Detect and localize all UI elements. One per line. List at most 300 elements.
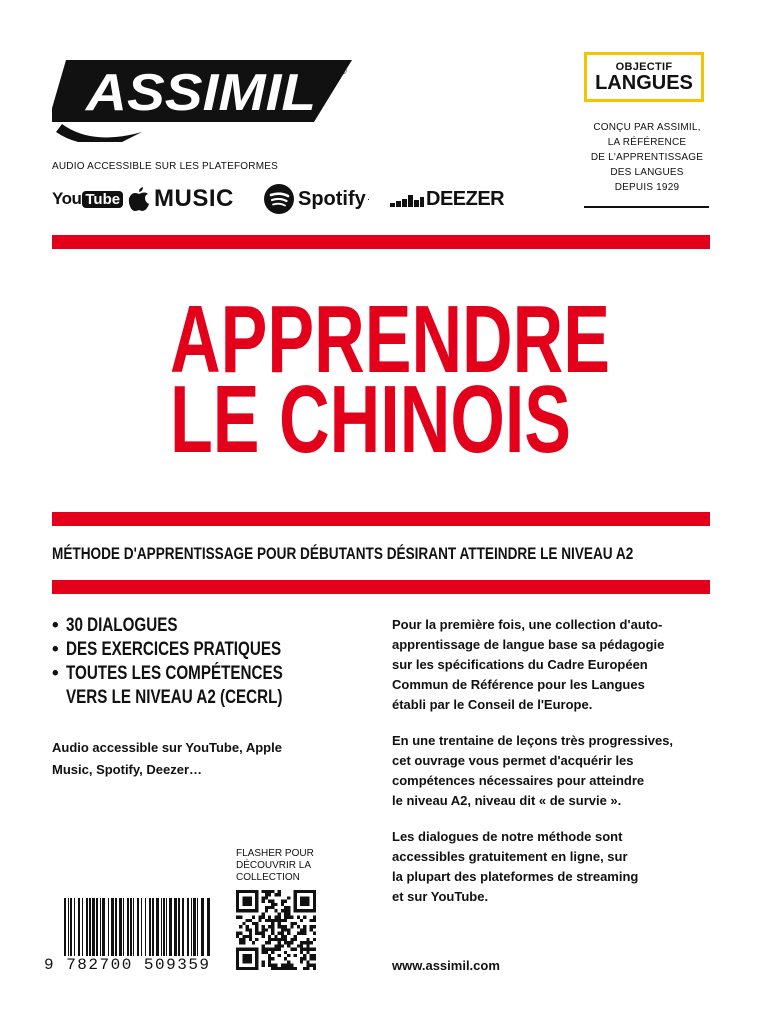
qr-module <box>281 944 284 947</box>
youtube-tube: Tube <box>82 191 123 208</box>
qr-module <box>278 938 281 941</box>
qr-module <box>290 948 293 951</box>
qr-module <box>294 938 297 941</box>
qr-module <box>284 935 287 938</box>
paragraph-line: le niveau A2, niveau dit « de survie ». <box>392 793 622 808</box>
qr-module <box>262 951 265 954</box>
qr-module <box>268 900 271 903</box>
barcode-bar <box>169 898 172 956</box>
bullet-item-continued <box>52 686 337 710</box>
qr-module <box>313 938 316 941</box>
paragraph-2 <box>392 731 712 811</box>
qr-module <box>287 954 290 957</box>
qr-module <box>284 951 287 954</box>
qr-module <box>271 932 274 935</box>
qr-module <box>313 957 316 960</box>
qr-module <box>290 964 293 967</box>
flasher-line: FLASHER POUR <box>236 848 314 859</box>
barcode-bar <box>68 898 69 956</box>
qr-module <box>268 906 271 909</box>
barcode-bar <box>152 898 154 956</box>
bullet-dot: • <box>52 615 59 636</box>
qr-module <box>265 909 268 912</box>
qr-module <box>246 928 249 931</box>
qr-module <box>310 925 313 928</box>
qr-module <box>249 935 252 938</box>
qr-module <box>310 957 313 960</box>
qr-module <box>268 893 271 896</box>
qr-module <box>281 903 284 906</box>
qr-module <box>252 922 255 925</box>
qr-module <box>303 954 306 957</box>
qr-module <box>262 890 265 893</box>
barcode-bar <box>78 898 80 956</box>
title-line2 <box>170 366 719 473</box>
bullet-item <box>52 638 335 662</box>
qr-module <box>236 916 239 919</box>
qr-module <box>268 935 271 938</box>
qr-module <box>284 964 287 967</box>
qr-module <box>271 928 274 931</box>
qr-module <box>303 957 306 960</box>
qr-module <box>284 909 287 912</box>
qr-module <box>268 964 271 967</box>
barcode-bar <box>130 898 132 956</box>
qr-module <box>310 919 313 922</box>
qr-module <box>274 938 277 941</box>
flasher-line: DÉCOUVRIR LA <box>236 860 312 871</box>
qr-module <box>284 941 287 944</box>
qr-module <box>281 967 284 970</box>
qr-module <box>278 922 281 925</box>
qr-module <box>262 944 265 947</box>
bullet-item <box>52 662 337 686</box>
qr-module <box>258 916 261 919</box>
qr-module <box>262 916 265 919</box>
qr-module <box>255 925 258 928</box>
barcode-bar <box>201 898 204 956</box>
qr-module <box>284 967 287 970</box>
barcode-bar <box>149 898 151 956</box>
qr-module <box>262 896 265 899</box>
qr-module <box>278 919 281 922</box>
barcode-bar <box>133 898 134 956</box>
qr-module <box>268 919 271 922</box>
qr-module <box>239 938 242 941</box>
red-bar-middle <box>52 512 710 526</box>
barcode-bar <box>178 898 180 956</box>
qr-module <box>303 932 306 935</box>
barcode-bar <box>96 898 98 956</box>
barcode-bar <box>156 898 159 956</box>
qr-module <box>262 964 265 967</box>
bullet-dot: • <box>52 663 59 684</box>
barcode-bar <box>137 898 139 956</box>
qr-module <box>274 916 277 919</box>
qr-module <box>242 954 252 964</box>
qr-module <box>268 925 271 928</box>
paragraph-line: En une trentaine de leçons très progressives, <box>392 733 674 748</box>
qr-module <box>274 948 277 951</box>
qr-module <box>274 909 277 912</box>
qr-module <box>239 932 242 935</box>
qr-module <box>300 941 303 944</box>
flasher-line: COLLECTION <box>236 872 300 883</box>
qr-module <box>249 938 252 941</box>
barcode <box>64 898 212 956</box>
apple-music-label: MUSIC <box>154 185 234 212</box>
qr-module <box>300 957 303 960</box>
barcode-bar <box>115 898 117 956</box>
qr-module <box>300 944 303 947</box>
bullet-text: TOUTES LES COMPÉTENCES <box>66 663 283 684</box>
spotify-mark: · <box>366 193 371 205</box>
qr-module <box>271 922 274 925</box>
qr-module <box>287 967 290 970</box>
qr-module <box>265 890 268 893</box>
qr-module <box>268 890 271 893</box>
registered-mark: ® <box>340 66 347 76</box>
barcode-bar <box>163 898 165 956</box>
qr-module <box>255 938 258 941</box>
qr-module <box>246 935 249 938</box>
qr-module <box>255 922 258 925</box>
qr-module <box>262 925 265 928</box>
qr-module <box>242 941 245 944</box>
qr-module <box>262 928 265 931</box>
qr-module <box>246 925 249 928</box>
isbn-number: 9 782700 509359 <box>44 956 211 974</box>
qr-module <box>271 938 274 941</box>
barcode-bar <box>82 898 83 956</box>
qr-module <box>281 928 284 931</box>
qr-module <box>313 964 316 967</box>
barcode-bar <box>127 898 129 956</box>
tagline-line: DE L'APPRENTISSAGE <box>590 152 704 163</box>
tagline-line: DES LANGUES <box>610 167 684 178</box>
qr-module <box>271 919 274 922</box>
qr-module <box>310 928 313 931</box>
paragraph-line: accessibles gratuitement en ligne, sur <box>392 849 628 864</box>
qr-module <box>265 951 268 954</box>
qr-module <box>242 922 245 925</box>
paragraph-line: la plupart des plateformes de streaming <box>392 869 639 884</box>
bullet-text: VERS LE NIVEAU A2 (CECRL) <box>66 687 283 708</box>
objectif-langues-badge <box>584 52 704 102</box>
audio-text: Audio accessible sur YouTube, Apple Music, Spotify, Deezer… <box>52 740 282 777</box>
qr-module <box>271 948 274 951</box>
qr-module <box>306 948 309 951</box>
qr-module <box>281 932 284 935</box>
qr-module <box>274 919 277 922</box>
qr-module <box>306 941 309 944</box>
qr-module <box>306 938 309 941</box>
qr-module <box>284 912 287 915</box>
qr-module <box>313 932 316 935</box>
qr-module <box>284 938 287 941</box>
qr-module <box>306 944 309 947</box>
spotify-logo <box>264 182 370 216</box>
qr-module <box>300 896 310 906</box>
qr-module <box>300 928 303 931</box>
qr-module <box>287 912 290 915</box>
tagline-line: DEPUIS 1929 <box>614 182 680 193</box>
qr-module <box>278 967 281 970</box>
qr-module <box>300 960 303 963</box>
paragraph-1 <box>392 615 712 715</box>
qr-module <box>287 960 290 963</box>
paragraph-line: sur les spécifications du Cadre Européen <box>392 657 648 672</box>
website-url[interactable]: www.assimil.com <box>392 958 500 973</box>
qr-module <box>281 935 284 938</box>
barcode-bar <box>102 898 105 956</box>
qr-module <box>239 916 242 919</box>
barcode-bar <box>166 898 167 956</box>
qr-module <box>278 916 281 919</box>
barcode-bar <box>191 898 192 956</box>
qr-module <box>278 890 281 893</box>
deezer-bars-icon <box>390 191 424 207</box>
qr-module <box>271 903 274 906</box>
barcode-bar <box>86 898 88 956</box>
badge-line1: OBJECTIF <box>615 61 673 73</box>
qr-module <box>236 935 239 938</box>
qr-module <box>290 941 293 944</box>
barcode-bar <box>89 898 91 956</box>
bullet-item <box>52 614 205 638</box>
qr-module <box>297 916 300 919</box>
qr-module <box>303 948 306 951</box>
bullet-text: 30 DIALOGUES <box>66 615 178 636</box>
qr-module <box>297 944 300 947</box>
qr-module <box>265 893 268 896</box>
qr-module <box>284 919 287 922</box>
qr-module <box>271 964 274 967</box>
qr-module <box>287 916 290 919</box>
red-bar-bottom <box>52 580 710 594</box>
qr-module <box>236 932 239 935</box>
qr-module <box>265 919 268 922</box>
barcode-bar <box>119 898 122 956</box>
qr-module <box>278 925 281 928</box>
qr-module <box>249 919 252 922</box>
barcode-bar <box>187 898 189 956</box>
qr-module <box>268 957 271 960</box>
qr-module <box>310 964 313 967</box>
qr-module <box>274 903 277 906</box>
qr-module <box>303 967 306 970</box>
subtitle-text: MÉTHODE D'APPRENTISSAGE POUR DÉBUTANTS DÉSIRANT ATTEINDRE LE NIVEAU A2 <box>52 544 634 563</box>
qr-module <box>290 916 293 919</box>
paragraph-line: cet ouvrage vous permet d'acquérir les <box>392 753 634 768</box>
spotify-label: Spotify <box>298 187 366 210</box>
qr-module <box>300 948 303 951</box>
tagline-line: CONÇU PAR ASSIMIL, <box>593 122 701 133</box>
qr-module <box>281 925 284 928</box>
barcode-bar <box>174 898 177 956</box>
qr-module <box>271 900 274 903</box>
tagline-line: LA RÉFÉRENCE <box>607 137 687 148</box>
barcode-bar <box>111 898 114 956</box>
paragraph-line: Commun de Référence pour les Langues <box>392 677 645 692</box>
barcode-bar <box>207 898 210 956</box>
qr-module <box>303 925 306 928</box>
qr-module <box>239 941 242 944</box>
barcode-bar <box>161 898 162 956</box>
qr-module <box>290 922 293 925</box>
qr-module <box>265 906 268 909</box>
qr-module <box>294 935 297 938</box>
qr-module <box>306 964 309 967</box>
qr-module <box>310 941 313 944</box>
qr-module <box>274 944 277 947</box>
qr-module <box>274 967 277 970</box>
paragraph-line: apprentissage de langue base sa pédagogie <box>392 637 665 652</box>
qr-module <box>297 932 300 935</box>
qr-module <box>287 932 290 935</box>
qr-module <box>284 906 287 909</box>
qr-module <box>252 941 255 944</box>
qr-module <box>262 932 265 935</box>
qr-module <box>287 928 290 931</box>
flasher-text <box>236 848 314 884</box>
paragraph-line: établi par le Conseil de l'Europe. <box>392 697 593 712</box>
qr-module <box>310 948 313 951</box>
tagline <box>584 120 710 195</box>
platforms-label: AUDIO ACCESSIBLE SUR LES PLATEFORMES <box>52 161 278 172</box>
qr-module <box>287 909 290 912</box>
qr-module <box>294 948 297 951</box>
barcode-bar <box>182 898 184 956</box>
barcode-bar <box>74 898 75 956</box>
qr-module <box>284 928 287 931</box>
qr-module <box>249 928 252 931</box>
qr-module <box>255 932 258 935</box>
qr-module <box>281 964 284 967</box>
qr-module <box>300 919 303 922</box>
qr-module <box>278 941 281 944</box>
qr-module <box>313 916 316 919</box>
qr-module <box>268 938 271 941</box>
qr-code[interactable] <box>236 890 316 970</box>
qr-module <box>255 928 258 931</box>
qr-module <box>306 967 309 970</box>
qr-module <box>252 916 255 919</box>
qr-module <box>313 967 316 970</box>
bullet-dot: • <box>52 639 59 660</box>
badge-line2: LANGUES <box>595 72 693 94</box>
barcode-bar <box>108 898 109 956</box>
qr-module <box>239 925 242 928</box>
qr-module <box>297 925 300 928</box>
qr-module <box>300 932 303 935</box>
qr-module <box>278 948 281 951</box>
qr-module <box>262 935 265 938</box>
qr-module <box>265 896 268 899</box>
qr-module <box>258 932 261 935</box>
qr-module <box>290 925 293 928</box>
qr-module <box>268 941 271 944</box>
qr-module <box>249 932 252 935</box>
red-bar-top <box>52 235 710 249</box>
deezer-logo <box>390 182 504 216</box>
qr-module <box>281 900 284 903</box>
qr-module <box>274 935 277 938</box>
qr-module <box>306 960 309 963</box>
qr-module <box>294 922 297 925</box>
qr-module <box>287 896 290 899</box>
qr-module <box>313 954 316 957</box>
qr-module <box>287 964 290 967</box>
qr-module <box>290 967 293 970</box>
paragraph-line: et sur YouTube. <box>392 889 489 904</box>
qr-module <box>278 893 281 896</box>
bullet-text: DES EXERCICES PRATIQUES <box>66 639 282 660</box>
qr-module <box>290 938 293 941</box>
qr-module <box>303 928 306 931</box>
qr-module <box>271 890 274 893</box>
youtube-you: You <box>52 189 82 208</box>
barcode-bar <box>123 898 124 956</box>
qr-module <box>284 900 287 903</box>
qr-module <box>268 960 271 963</box>
qr-module <box>262 900 265 903</box>
qr-module <box>271 951 274 954</box>
qr-module <box>271 925 274 928</box>
barcode-bar <box>197 898 198 956</box>
assimil-wordmark: ASSIMIL <box>83 64 316 122</box>
spotify-icon <box>264 184 294 214</box>
qr-module <box>262 948 265 951</box>
barcode-bar <box>145 898 146 956</box>
barcode-bar <box>64 898 66 956</box>
qr-module <box>278 912 281 915</box>
qr-module <box>271 957 274 960</box>
qr-module <box>242 935 245 938</box>
qr-module <box>281 909 284 912</box>
qr-module <box>313 948 316 951</box>
qr-module <box>313 925 316 928</box>
qr-module <box>268 954 271 957</box>
qr-module <box>268 948 271 951</box>
qr-module <box>287 941 290 944</box>
qr-module <box>287 906 290 909</box>
qr-module <box>242 938 245 941</box>
qr-module <box>281 938 284 941</box>
qr-module <box>278 932 281 935</box>
qr-module <box>313 919 316 922</box>
qr-module <box>278 954 281 957</box>
title-line1-text: APPRENDRE <box>170 286 611 393</box>
qr-module <box>271 967 274 970</box>
qr-module <box>294 967 297 970</box>
subtitle <box>52 543 762 565</box>
qr-module <box>274 893 277 896</box>
qr-module <box>242 896 252 906</box>
qr-module <box>278 944 281 947</box>
barcode-bar <box>70 898 72 956</box>
paragraph-line: Pour la première fois, une collection d'auto- <box>392 617 663 632</box>
qr-module <box>271 906 274 909</box>
assimil-logo <box>52 50 360 142</box>
apple-music-logo <box>128 182 234 216</box>
qr-module <box>265 928 268 931</box>
barcode-bar <box>141 898 142 956</box>
barcode-bar <box>92 898 95 956</box>
qr-module <box>284 957 287 960</box>
deezer-label: DEEZER <box>426 187 505 210</box>
paragraph-line: compétences nécessaires pour atteindre <box>392 773 645 788</box>
